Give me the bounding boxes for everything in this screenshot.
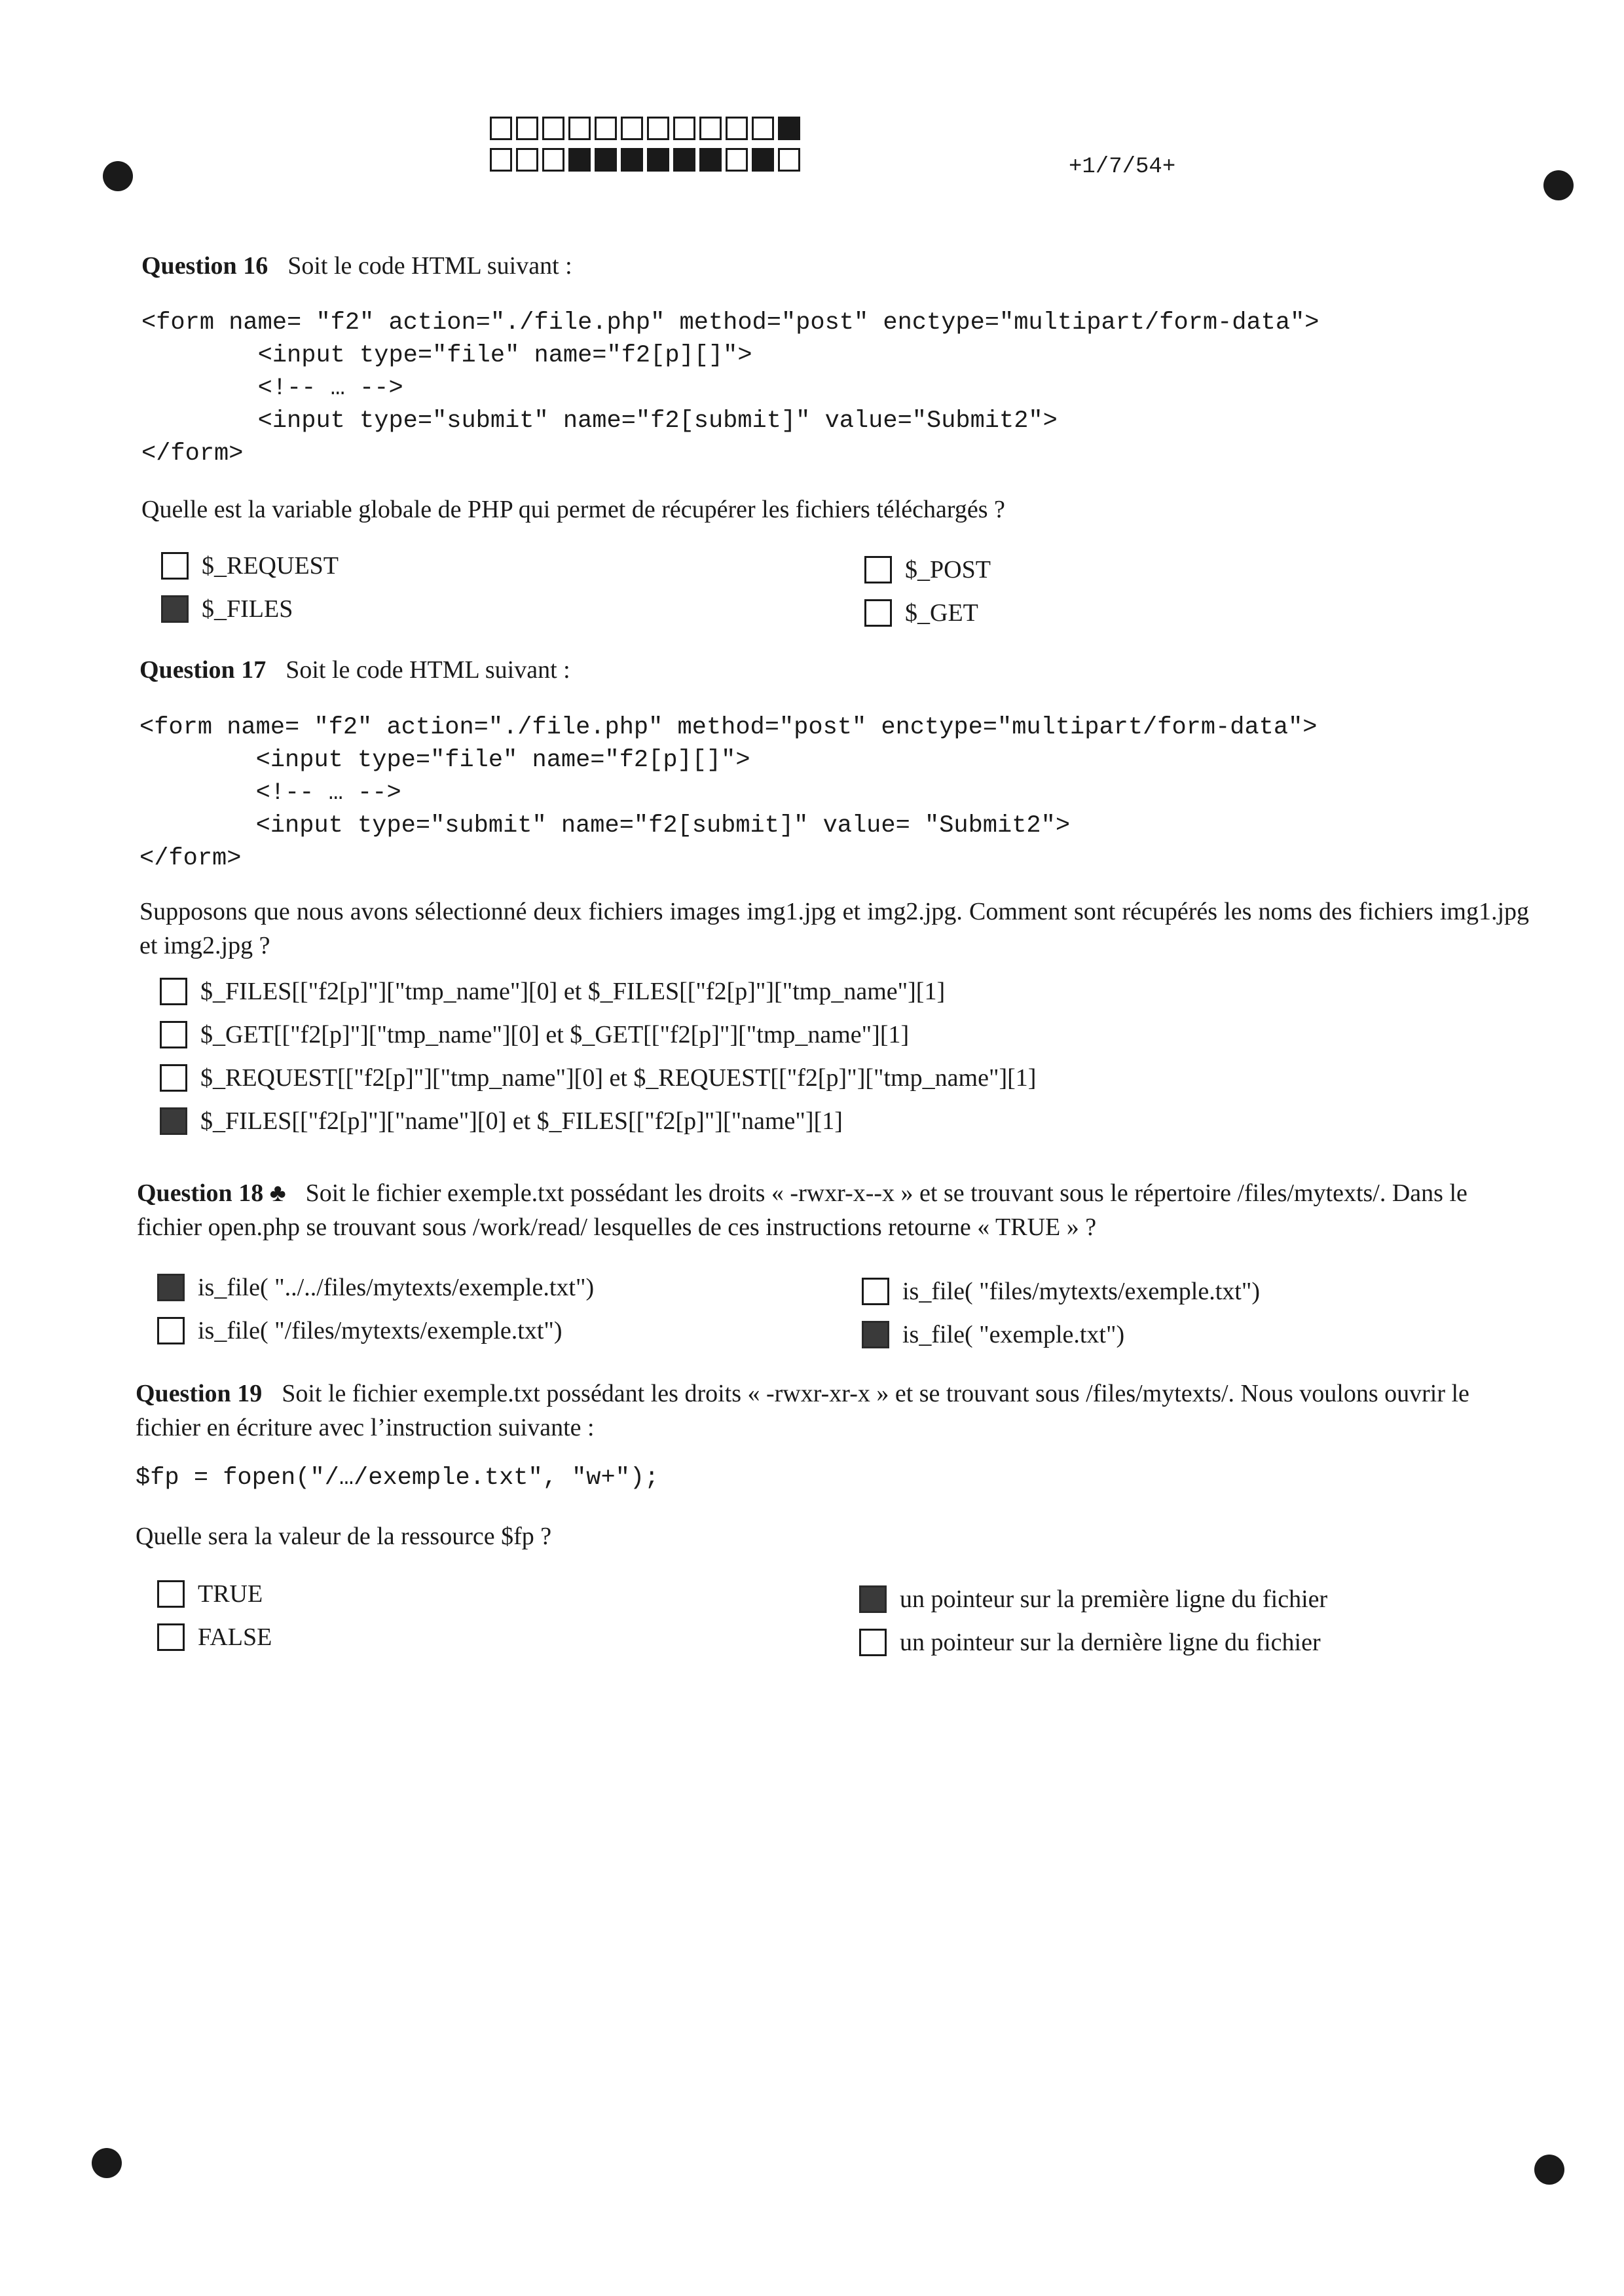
q19-checkbox-last-line[interactable] <box>859 1629 887 1656</box>
q16-code-block: <form name= "f2" action="./file.php" method="post" enctype="multipart/form-data"> <input type="file" name="f2[p][]"> <!-- … --> <input type="submit" name="f2[submit]" value="Submit2"> </form> <box>141 309 1320 468</box>
q17-checkbox-2[interactable] <box>160 1021 187 1048</box>
q18-number: Question 18 ♣ <box>137 1179 286 1207</box>
q16-question: Quelle est la variable globale de PHP qui permet de récupérer les fichiers téléchargés ? <box>141 496 1005 523</box>
q17-option-4[interactable]: $_FILES[["f2[p]"]["name"][0] et $_FILES[["f2[p]"]["name"][1] <box>160 1107 843 1136</box>
q19-checkbox-false[interactable] <box>157 1623 185 1651</box>
q16-checkbox-request[interactable] <box>161 552 189 580</box>
q19-checkbox-true[interactable] <box>157 1580 185 1608</box>
q19-option-first-line[interactable]: un pointeur sur la première ligne du fichier <box>859 1585 1327 1614</box>
q19-option-last-line[interactable]: un pointeur sur la dernière ligne du fichier <box>859 1628 1321 1657</box>
q18-option-relative-up[interactable]: is_file( "../../files/mytexts/exemple.txt") <box>157 1273 594 1302</box>
q18-option-filename[interactable]: is_file( "exemple.txt") <box>862 1320 1124 1349</box>
id-barcode-row-1 <box>490 117 804 140</box>
q17-code-block: <form name= "f2" action="./file.php" method="post" enctype="multipart/form-data"> <input type="file" name="f2[p][]"> <!-- … --> <input type="submit" name="f2[submit]" value= "Submit2"> </form> <box>139 714 1318 872</box>
id-barcode-row-2 <box>490 148 804 172</box>
registration-mark-bottom-left <box>92 2148 122 2178</box>
q17-number: Question 17 <box>139 656 267 684</box>
q16-option-request[interactable]: $_REQUEST <box>161 551 339 580</box>
q17-option-1[interactable]: $_FILES[["f2[p]"]["tmp_name"][0] et $_FILES[["f2[p]"]["tmp_name"][1] <box>160 977 945 1006</box>
q19-checkbox-first-line[interactable] <box>859 1585 887 1613</box>
q19-number: Question 19 <box>136 1380 263 1407</box>
q18-checkbox-4[interactable] <box>862 1321 889 1348</box>
q18-question: Soit le fichier exemple.txt possédant les droits « -rwxr-x--x » et se trouvant sous le répertoire /files/mytexts/. Dans le fichier open.php se trouvant sous /work/read/ lesquelles de ces instructions retourne « TRUE » ? <box>137 1179 1467 1241</box>
q18-block <box>137 1176 1533 1244</box>
q17-checkbox-1[interactable] <box>160 978 187 1005</box>
registration-mark-top-right <box>1543 170 1574 200</box>
q18-option-relative[interactable]: is_file( "files/mytexts/exemple.txt") <box>862 1277 1260 1306</box>
page-number: +1/7/54+ <box>1069 155 1176 179</box>
q16-number: Question 16 <box>141 252 268 280</box>
q17-option-3[interactable]: $_REQUEST[["f2[p]"]["tmp_name"][0] et $_REQUEST[["f2[p]"]["tmp_name"][1] <box>160 1064 1036 1092</box>
q17-option-2[interactable]: $_GET[["f2[p]"]["tmp_name"][0] et $_GET[["f2[p]"]["tmp_name"][1] <box>160 1020 909 1049</box>
q17-question: Supposons que nous avons sélectionné deux fichiers images img1.jpg et img2.jpg. Comment sont récupérés les noms des fichiers img1.jpg et img2.jpg ? <box>139 898 1529 959</box>
q17-checkbox-4[interactable] <box>160 1107 187 1135</box>
q18-checkbox-2[interactable] <box>157 1317 185 1344</box>
q17-checkbox-3[interactable] <box>160 1064 187 1092</box>
q19-block <box>136 1377 1533 1445</box>
registration-mark-bottom-right <box>1534 2155 1564 2185</box>
q17-prompt: Soit le code HTML suivant : <box>286 656 570 684</box>
registration-mark-top-left <box>103 161 133 191</box>
q17-header <box>139 656 570 684</box>
q19-question-2: Quelle sera la valeur de la ressource $fp ? <box>136 1523 552 1550</box>
q19-option-true[interactable]: TRUE <box>157 1580 263 1608</box>
q16-checkbox-get[interactable] <box>864 599 892 627</box>
q18-option-absolute[interactable]: is_file( "/files/mytexts/exemple.txt") <box>157 1316 563 1345</box>
q16-prompt: Soit le code HTML suivant : <box>287 252 572 280</box>
q18-checkbox-3[interactable] <box>862 1278 889 1305</box>
q16-option-get[interactable]: $_GET <box>864 599 978 627</box>
q16-header <box>141 251 572 280</box>
q19-code: $fp = fopen("/…/exemple.txt", "w+"); <box>136 1464 659 1492</box>
q16-option-files[interactable]: $_FILES <box>161 595 293 623</box>
q16-option-post[interactable]: $_POST <box>864 555 991 584</box>
q16-checkbox-post[interactable] <box>864 556 892 583</box>
q18-checkbox-1[interactable] <box>157 1274 185 1301</box>
q16-checkbox-files[interactable] <box>161 595 189 623</box>
q19-question: Soit le fichier exemple.txt possédant les droits « -rwxr-xr-x » et se trouvant sous /files/mytexts/. Nous voulons ouvrir le fichier en écriture avec l’instruction suivante : <box>136 1380 1469 1441</box>
q19-option-false[interactable]: FALSE <box>157 1623 272 1652</box>
